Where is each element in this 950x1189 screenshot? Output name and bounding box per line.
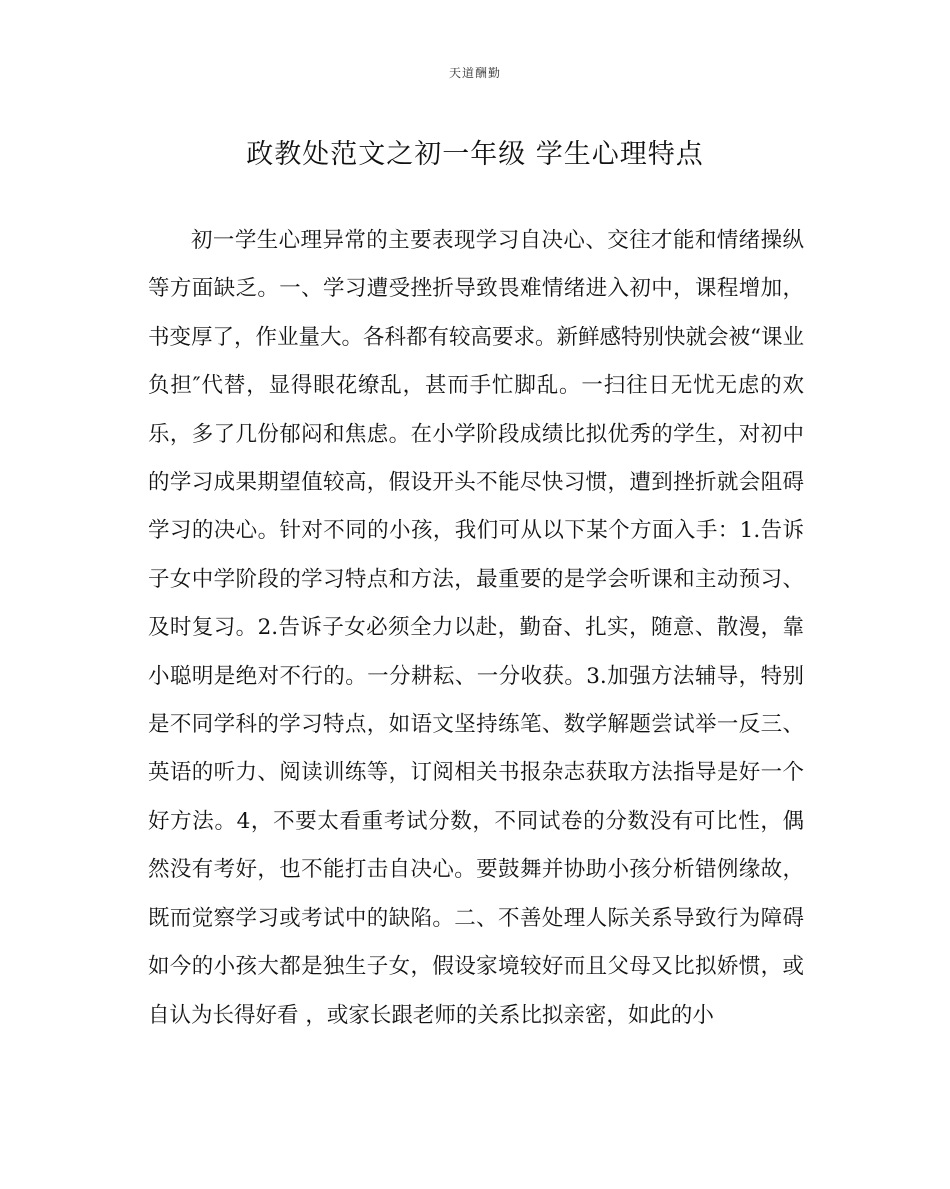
body-paragraph: 初一学生心理异常的主要表现学习自决心、交往才能和情绪操纵等方面缺乏。一、学习遭受挫折导致畏难情绪进入初中，课程增加，书变厚了，作业量大。各科都有较高要求。新鲜感特别快就会被“课业负担″代替，显得眼花缭乱，甚而手忙脚乱。一扫往日无忧无虑的欢乐，多了几份郁闷和焦虑。在小学阶段成绩比拟优秀的学生，对初中的学习成果期望值较高，假设开头不能尽快习惯，遭到挫折就会阻碍学习的决心。针对不同的小孩，我们可从以下某个方面入手：1.告诉子女中学阶段的学习特点和方法，最重要的是学会听课和主动预习、及时复习。2.告诉子女必须全力以赴，勤奋、扎实，随意、散漫，靠小聪明是绝对不行的。一分耕耘、一分收获。3.加强方法辅导，特别是不同学科的学习特点，如语文坚持练笔、数学解题尝试举一反三、英语的听力、阅读训练等，订阅相关书报杂志获取方法指导是好一个好方法。4，不要太看重考试分数，不同试卷的分数没有可比性，偶然没有考好，也不能打击自决心。要鼓舞并协助小孩分析错例缘故，既而觉察学习或考试中的缺陷。二、不善处理人际关系导致行为障碍如今的小孩大都是独生子女，假设家境较好而且父母又比拟娇惯，或自认为长得好看 ，或家长跟老师的关系比拟亲密，如此的小 xyxy=(148,228,804,1028)
document-title: 政教处范文之初一年级 学生心理特点 xyxy=(246,139,704,170)
page-header: 天道酬勤 xyxy=(448,66,501,80)
